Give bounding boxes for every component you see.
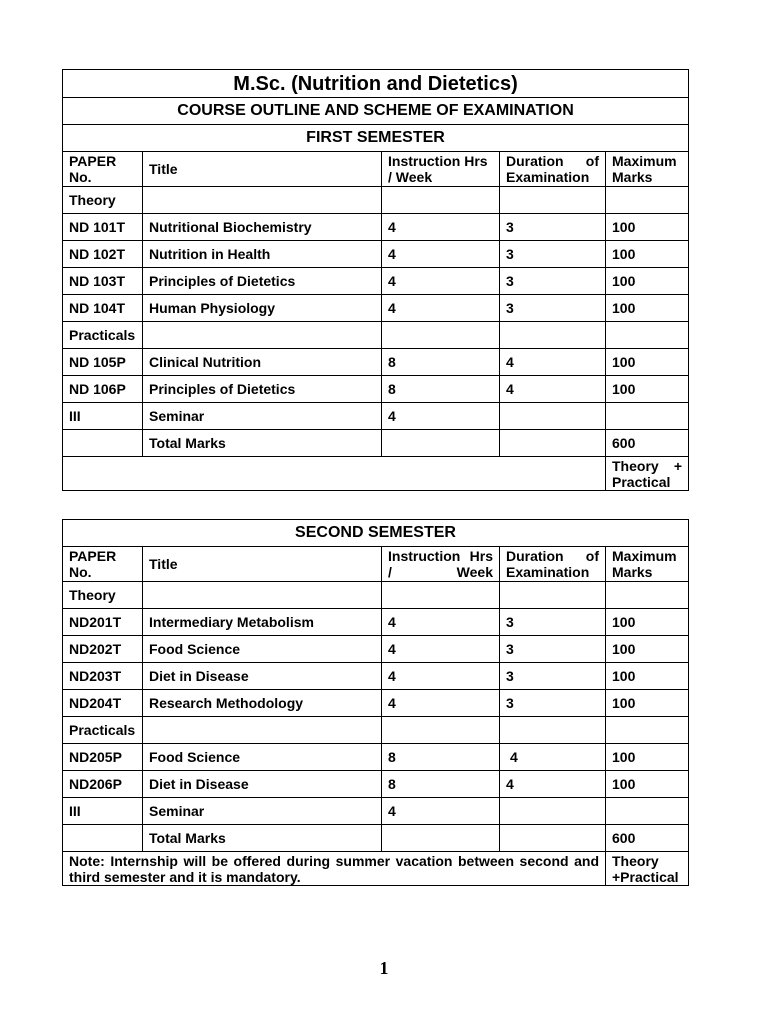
paper-code: III	[63, 798, 143, 825]
section-label-theory: Theory	[63, 187, 143, 214]
section-row	[63, 717, 689, 744]
instruction-hrs: 4	[382, 609, 500, 636]
exam-duration: 4	[500, 349, 606, 376]
paper-code: ND 103T	[63, 268, 143, 295]
table-row	[63, 663, 689, 690]
instruction-hrs: 8	[382, 376, 500, 403]
max-marks: 100	[606, 268, 689, 295]
instruction-hrs: 4	[382, 663, 500, 690]
instruction-hrs: 8	[382, 349, 500, 376]
paper-code: ND205P	[63, 744, 143, 771]
instruction-hrs: 4	[382, 690, 500, 717]
paper-title: Diet in Disease	[143, 771, 382, 798]
col-header-instruction: Instruction Hrs / Week	[382, 152, 500, 187]
header-row	[63, 547, 689, 582]
exam-duration: 3	[500, 663, 606, 690]
paper-code: ND203T	[63, 663, 143, 690]
section-label-practicals: Practicals	[63, 322, 143, 349]
section-label-practicals: Practicals	[63, 717, 143, 744]
max-marks: 100	[606, 214, 689, 241]
paper-code: ND 101T	[63, 214, 143, 241]
section-row	[63, 322, 689, 349]
document-subtitle: COURSE OUTLINE AND SCHEME OF EXAMINATION	[63, 98, 689, 125]
paper-title: Food Science	[143, 636, 382, 663]
internship-note: Note: Internship will be offered during summer vacation between second and third semester and it is mandatory.	[63, 852, 606, 886]
note-row	[63, 852, 689, 886]
total-label: Total Marks	[143, 430, 382, 457]
col-header-marks: Maximum Marks	[606, 152, 689, 187]
exam-duration: 3	[500, 241, 606, 268]
paper-title: Human Physiology	[143, 295, 382, 322]
col-header-title: Title	[143, 547, 382, 582]
second-semester-table	[62, 519, 689, 886]
footer-marks-note: Theory + Practical	[606, 457, 689, 491]
table-row	[63, 744, 689, 771]
paper-code: ND 102T	[63, 241, 143, 268]
paper-title: Principles of Dietetics	[143, 376, 382, 403]
seminar-row	[63, 798, 689, 825]
paper-code: ND202T	[63, 636, 143, 663]
col-header-duration: Duration of Examination	[500, 547, 606, 582]
table-row	[63, 771, 689, 798]
semester-heading: FIRST SEMESTER	[63, 125, 689, 152]
exam-duration: 4	[500, 771, 606, 798]
table-row	[63, 376, 689, 403]
paper-title: Food Science	[143, 744, 382, 771]
paper-code: ND206P	[63, 771, 143, 798]
col-header-paper: PAPER No.	[63, 152, 143, 187]
instruction-hrs: 4	[382, 214, 500, 241]
paper-title: Research Methodology	[143, 690, 382, 717]
col-header-paper: PAPER No.	[63, 547, 143, 582]
paper-title: Intermediary Metabolism	[143, 609, 382, 636]
instruction-hrs: 4	[382, 241, 500, 268]
paper-code: ND 106P	[63, 376, 143, 403]
max-marks: 100	[606, 295, 689, 322]
max-marks: 100	[606, 349, 689, 376]
paper-title: Seminar	[143, 403, 382, 430]
paper-code: ND 105P	[63, 349, 143, 376]
exam-duration: 3	[500, 690, 606, 717]
section-label-theory: Theory	[63, 582, 143, 609]
footer-row	[63, 457, 689, 491]
instruction-hrs: 8	[382, 771, 500, 798]
table-row	[63, 609, 689, 636]
max-marks: 100	[606, 609, 689, 636]
max-marks: 100	[606, 690, 689, 717]
instruction-hrs: 4	[382, 798, 500, 825]
col-header-duration: Duration of Examination	[500, 152, 606, 187]
semester-heading: SECOND SEMESTER	[63, 520, 689, 547]
total-label: Total Marks	[143, 825, 382, 852]
total-row	[63, 430, 689, 457]
paper-title: Principles of Dietetics	[143, 268, 382, 295]
exam-duration: 3	[500, 609, 606, 636]
paper-title: Clinical Nutrition	[143, 349, 382, 376]
seminar-row	[63, 403, 689, 430]
max-marks: 100	[606, 771, 689, 798]
table-row	[63, 690, 689, 717]
paper-title: Nutrition in Health	[143, 241, 382, 268]
max-marks: 100	[606, 744, 689, 771]
paper-code: ND201T	[63, 609, 143, 636]
table-row	[63, 295, 689, 322]
exam-duration: 4	[500, 744, 606, 771]
exam-duration: 3	[500, 268, 606, 295]
footer-marks-note: Theory +Practical	[606, 852, 689, 886]
instruction-hrs: 4	[382, 268, 500, 295]
total-marks: 600	[606, 430, 689, 457]
paper-code: ND 104T	[63, 295, 143, 322]
exam-duration: 3	[500, 295, 606, 322]
max-marks: 100	[606, 376, 689, 403]
table-row	[63, 268, 689, 295]
max-marks: 100	[606, 241, 689, 268]
document-title: M.Sc. (Nutrition and Dietetics)	[63, 70, 689, 98]
instruction-hrs: 4	[382, 403, 500, 430]
col-header-instruction: Instruction Hrs / Week	[382, 547, 500, 582]
paper-code: III	[63, 403, 143, 430]
instruction-hrs: 4	[382, 636, 500, 663]
paper-title: Diet in Disease	[143, 663, 382, 690]
total-marks: 600	[606, 825, 689, 852]
max-marks: 100	[606, 636, 689, 663]
paper-title: Seminar	[143, 798, 382, 825]
max-marks: 100	[606, 663, 689, 690]
instruction-hrs: 8	[382, 744, 500, 771]
paper-title: Nutritional Biochemistry	[143, 214, 382, 241]
total-row	[63, 825, 689, 852]
exam-duration: 3	[500, 214, 606, 241]
table-row	[63, 636, 689, 663]
exam-duration: 3	[500, 636, 606, 663]
col-header-title: Title	[143, 152, 382, 187]
exam-duration: 4	[500, 376, 606, 403]
col-header-marks: Maximum Marks	[606, 547, 689, 582]
section-row	[63, 582, 689, 609]
table-row	[63, 241, 689, 268]
section-row	[63, 187, 689, 214]
header-row	[63, 152, 689, 187]
paper-code: ND204T	[63, 690, 143, 717]
table-row	[63, 214, 689, 241]
table-row	[63, 349, 689, 376]
first-semester-table	[62, 69, 689, 491]
instruction-hrs: 4	[382, 295, 500, 322]
page-number: 1	[379, 958, 389, 978]
